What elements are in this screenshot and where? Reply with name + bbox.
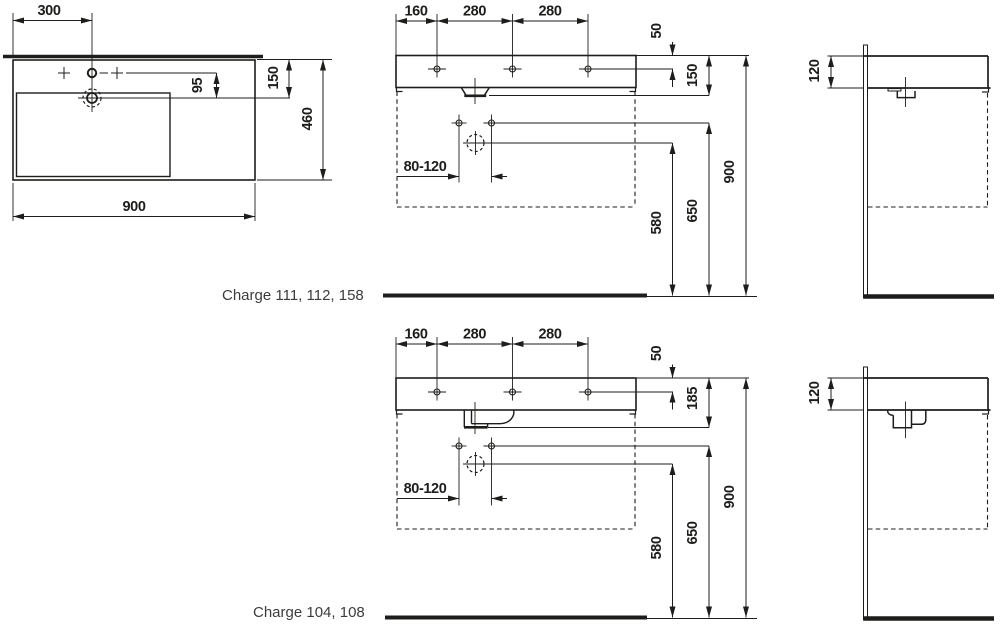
- front-view-charge-104-108: [385, 327, 757, 619]
- dim-fb-pitch-1: 280: [463, 326, 486, 343]
- dim-ft-rim-to-outlet: 150: [685, 64, 701, 87]
- side2-siphon: [893, 411, 911, 428]
- dim-fb-rim-height: 900: [722, 485, 738, 509]
- side-outlet: [897, 91, 915, 98]
- plan-view: [3, 3, 332, 221]
- dim-ft-pitch-1: 280: [463, 3, 486, 20]
- dim-st-front-height: 120: [807, 59, 823, 83]
- side-view-top: [807, 45, 994, 298]
- side2-wall-line: [864, 367, 868, 620]
- product-label-top: Charge 111, 112, 158: [222, 287, 364, 304]
- dim-ft-bracket-span: 80-120: [403, 159, 447, 175]
- side-view-bottom: [807, 367, 994, 620]
- dim-fb-edge-to-hole: 160: [404, 326, 428, 343]
- front-basin-outline-2: [396, 378, 636, 410]
- front2-siphon-bowl: [472, 411, 514, 424]
- dim-plan-width: 900: [122, 199, 146, 215]
- dim-ft-pitch-2: 280: [538, 3, 562, 20]
- dim-ft-bracket-height: 650: [685, 199, 701, 223]
- dim-plan-front-to-drain: 150: [266, 66, 282, 90]
- plan-bowl-outline: [17, 93, 171, 177]
- dim-fb-drain-height: 580: [649, 536, 665, 560]
- side2-outlet: [912, 411, 926, 425]
- dim-ft-rim-height: 900: [722, 160, 738, 184]
- dim-ft-drain-height: 580: [649, 211, 665, 235]
- side-wall-line: [864, 45, 868, 298]
- dim-fb-rim-to-holes: 50: [649, 345, 665, 362]
- front-view-charge-111-112-158: [383, 4, 757, 297]
- dim-sb-front-height: 120: [807, 381, 823, 405]
- dim-fb-rim-to-outlet: 185: [685, 387, 701, 410]
- product-label-bottom: Charge 104, 108: [253, 604, 365, 621]
- dim-plan-depth: 460: [300, 107, 316, 131]
- front-basin-outline: [396, 56, 636, 88]
- dim-fb-bracket-height: 650: [685, 521, 701, 545]
- dim-ft-edge-to-hole: 160: [404, 3, 428, 20]
- dim-plan-tap-to-drain: 95: [190, 77, 206, 94]
- dim-ft-rim-to-holes: 50: [649, 23, 665, 39]
- dim-fb-pitch-2: 280: [538, 326, 562, 343]
- dim-plan-tap-offset: 300: [37, 3, 61, 19]
- plan-basin-outline: [13, 60, 255, 180]
- side-outlet-lip: [888, 89, 901, 91]
- dim-fb-bracket-span: 80-120: [403, 481, 447, 497]
